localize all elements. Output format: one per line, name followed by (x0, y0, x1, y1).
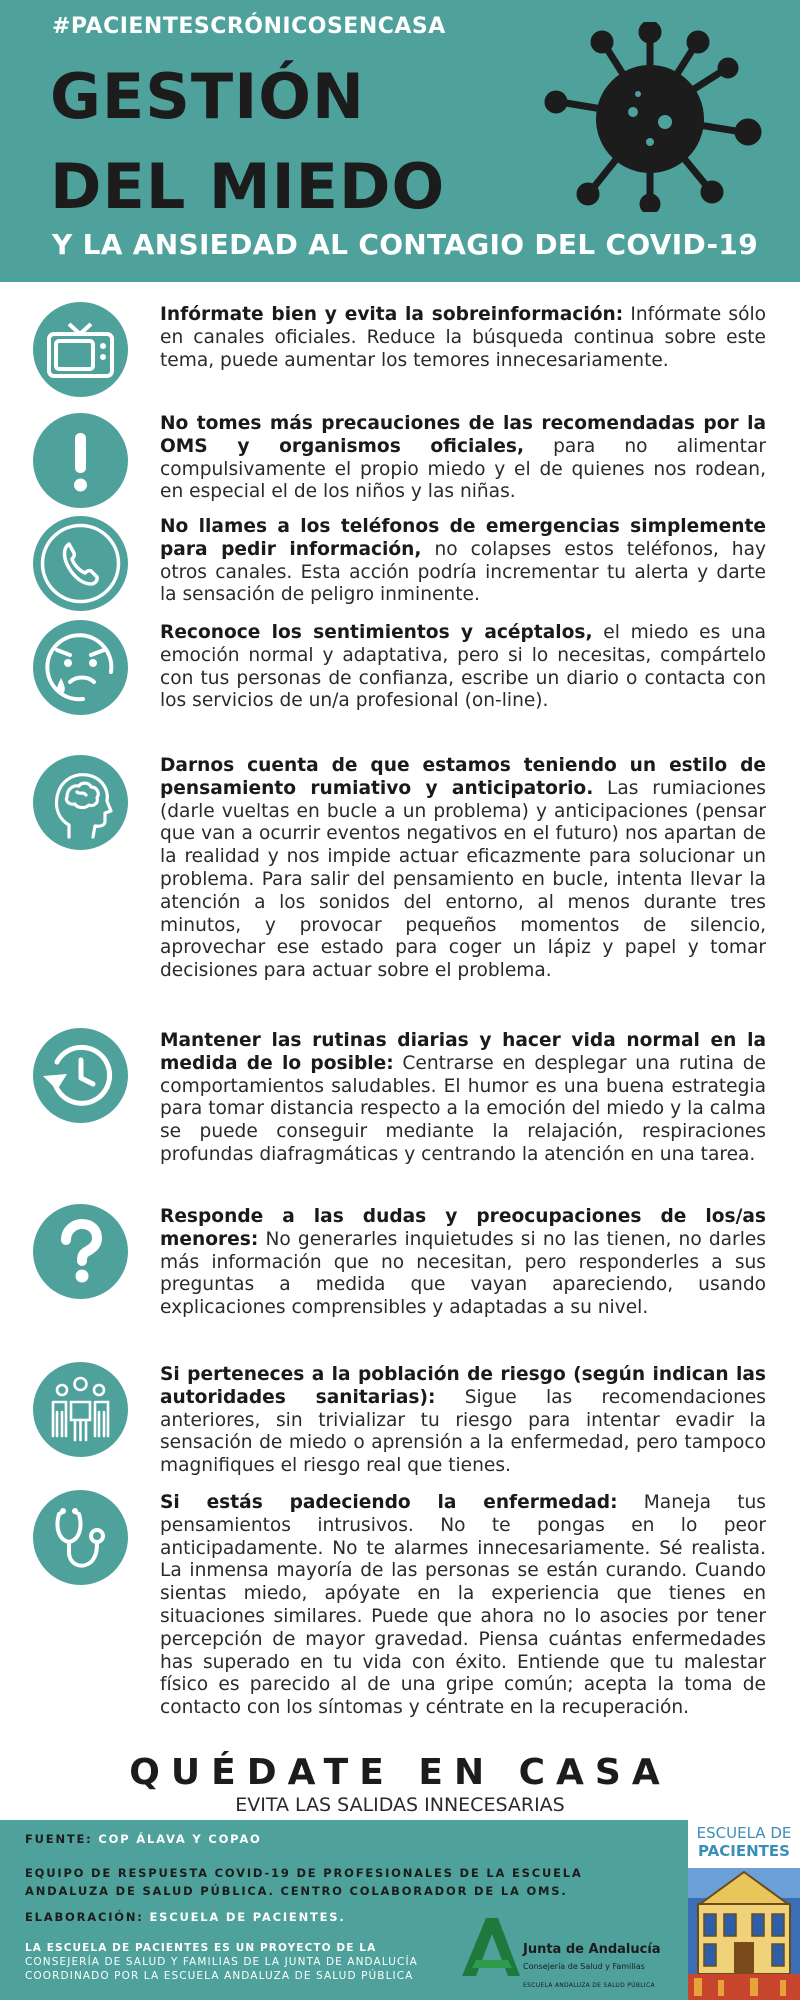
tip-body-4: el miedo es una emoción normal y adaptativa, pero si lo necesitas, compártelo con tus personas de confianza, escribe un diario o contacta con los servicios de un/a profesional (on-line). (160, 622, 766, 712)
hashtag: #PACIENTESCRÓNICOSENCASA (52, 14, 446, 39)
stay-home-title: QUÉDATE EN CASA (129, 1752, 671, 1793)
footer-team-line2: ANDALUZA DE SALUD PÚBLICA. CENTRO COLABORADOR DE LA OMS. (25, 1884, 568, 1898)
page-title-line2: DEL MIEDO (50, 150, 446, 223)
made-label: ELABORACIÓN: (25, 1910, 144, 1924)
school-logo-line2: PACIENTES (698, 1842, 790, 1860)
tip-heading-3: No llames a los teléfonos de emergencias simplemente para pedir información, (160, 516, 766, 560)
phone-icon (33, 516, 128, 611)
made-value: ESCUELA DE PACIENTES. (149, 1910, 346, 1924)
tip-text-4 (160, 622, 766, 713)
tip-body-8: Sigue las recomendaciones anteriores, sin trivializar tu riesgo para intentar evadir la sensación de miedo o aprensión a la enfermedad, pero tampoco magnifiques el riesgo real que tienes. (160, 1386, 766, 1477)
tip-heading-6: Mantener las rutinas diarias y hacer vida normal en la medida de lo posible: (160, 1030, 766, 1074)
tip-heading-8: Si perteneces a la población de riesgo (según indican las autoridades sanitarias): (160, 1364, 766, 1408)
tip-body-1: Infórmate sólo en canales oficiales. Reduce la búsqueda continua sobre este tema, puede aumentar los temores innecesariamente. (160, 304, 766, 371)
tip-heading-2: No tomes más precauciones de las recomendadas por la OMS y organismos oficiales, (160, 413, 766, 457)
tv-icon (33, 302, 128, 397)
tip-body-6: Centrarse en desplegar una rutina de comportamientos saludables. El humor es una buena estrategia para tomar distancia respecto a la emoción del miedo y la calma se puede conseguir mediante la relajación, respiraciones profundas diafragmáticas y centrando la atención en una tarea. (160, 1052, 766, 1165)
tip-heading-9: Si estás padeciendo la enfermedad: (160, 1492, 618, 1513)
source-label: FUENTE: (25, 1832, 93, 1846)
clock-history-icon (33, 1028, 128, 1123)
exclamation-icon (33, 413, 128, 508)
worried-face-icon (33, 620, 128, 715)
tip-text-9 (160, 1492, 766, 1720)
footer-source (25, 1832, 262, 1846)
tip-text-7 (160, 1206, 766, 1320)
junta-name: Junta de Andalucía (523, 1942, 661, 1957)
tip-text-1 (160, 304, 766, 372)
tip-body-5: Las rumiaciones (darle vueltas en bucle a un problema) y anticipaciones (pensar que van a ocurrir eventos negativos en el futuro) nos apartan de la realidad y nos impide actuar eficazmente para solucionar un problema. Para salir del pensamiento en bucle, intenta llevar la atención a los sonidos del entorno, al menos durante tres minutos, y provocar pequeños momentos de silencio, aprovechar ese estado para coger un lápiz y papel y tomar decisiones para actuar sobre el problema. (160, 777, 766, 982)
tip-body-2: para no alimentar compulsivamente el propio miedo y el de quienes nos rodean, en especial el de los niños y las niñas. (160, 435, 766, 503)
footer-project-line3: COORDINADO POR LA ESCUELA ANDALUZA DE SALUD PÚBLICA (25, 1970, 414, 1982)
junta-sub: Consejería de Salud y Familias (523, 1962, 645, 1971)
source-value: COP ÁLAVA Y COPAO (98, 1832, 262, 1846)
tip-heading-7: Responde a las dudas y preocupaciones de los/as menores: (160, 1206, 766, 1250)
stay-home-subtitle: EVITA LAS SALIDAS INNECESARIAS (235, 1794, 565, 1816)
footer-project-line2: CONSEJERÍA DE SALUD Y FAMILIAS DE LA JUNTA DE ANDALUCÍA (25, 1956, 418, 1968)
tip-heading-4: Reconoce los sentimientos y acéptalos, (160, 622, 593, 643)
tip-text-3 (160, 516, 766, 607)
school-logo-line1: ESCUELA DE (696, 1824, 792, 1842)
footer-made-by (25, 1910, 346, 1924)
page-title-line1: GESTIÓN (50, 60, 365, 133)
tip-heading-5: Darnos cuenta de que estamos teniendo un estilo de pensamiento rumiativo y anticipatorio. (160, 755, 766, 799)
school-logo (688, 1820, 800, 2000)
question-icon (33, 1204, 128, 1299)
tip-body-3: no colapses estos teléfonos, hay otros canales. Esta acción podría incrementar tu alerta y darte la sensación de peligro inminente. (160, 538, 766, 606)
tip-heading-1: Infórmate bien y evita la sobreinformación: (160, 304, 624, 325)
tip-body-9: Maneja tus pensamientos intrusivos. No te pongas en lo peor anticipadamente. No te alarmes innecesariamente. Sé realista. La inmensa mayoría de las personas se están curando. Cuando sientas miedo, apóyate en la experiencia que tienes en situaciones similares. Puede que ahora no lo asocies por tener percepción de mayor gravedad. Piensa cuántas enfermedades has superado en tu vida con éxito. Entiende que tu malestar físico es parecido al de una gripe común; acepta la toma de contacto con los síntomas y céntrate en la recuperación. (160, 1492, 766, 1719)
tip-body-7: No generarles inquietudes si no las tienen, no darles más información que no necesitan, pero responderles a sus preguntas a medida que vayan apareciendo, usando explicaciones comprensibles y adaptadas a su nivel. (160, 1228, 766, 1319)
junta-sub2: ESCUELA ANDALUZA DE SALUD PÚBLICA (523, 1982, 655, 1989)
school-building-icon (688, 1868, 800, 2000)
footer-team-line1: EQUIPO DE RESPUESTA COVID-19 DE PROFESIONALES DE LA ESCUELA (25, 1866, 583, 1880)
footer-project-line1: LA ESCUELA DE PACIENTES ES UN PROYECTO DE LA (25, 1942, 377, 1954)
head-brain-icon (33, 755, 128, 850)
people-group-icon (33, 1362, 128, 1457)
stethoscope-icon (33, 1490, 128, 1585)
tip-text-6 (160, 1030, 766, 1167)
header-banner (0, 0, 800, 282)
page-subtitle: Y LA ANSIEDAD AL CONTAGIO DEL COVID-19 (52, 228, 758, 261)
tip-text-2 (160, 413, 766, 504)
tip-text-5 (160, 755, 766, 983)
virus-icon (530, 22, 770, 212)
tip-text-8 (160, 1364, 766, 1478)
